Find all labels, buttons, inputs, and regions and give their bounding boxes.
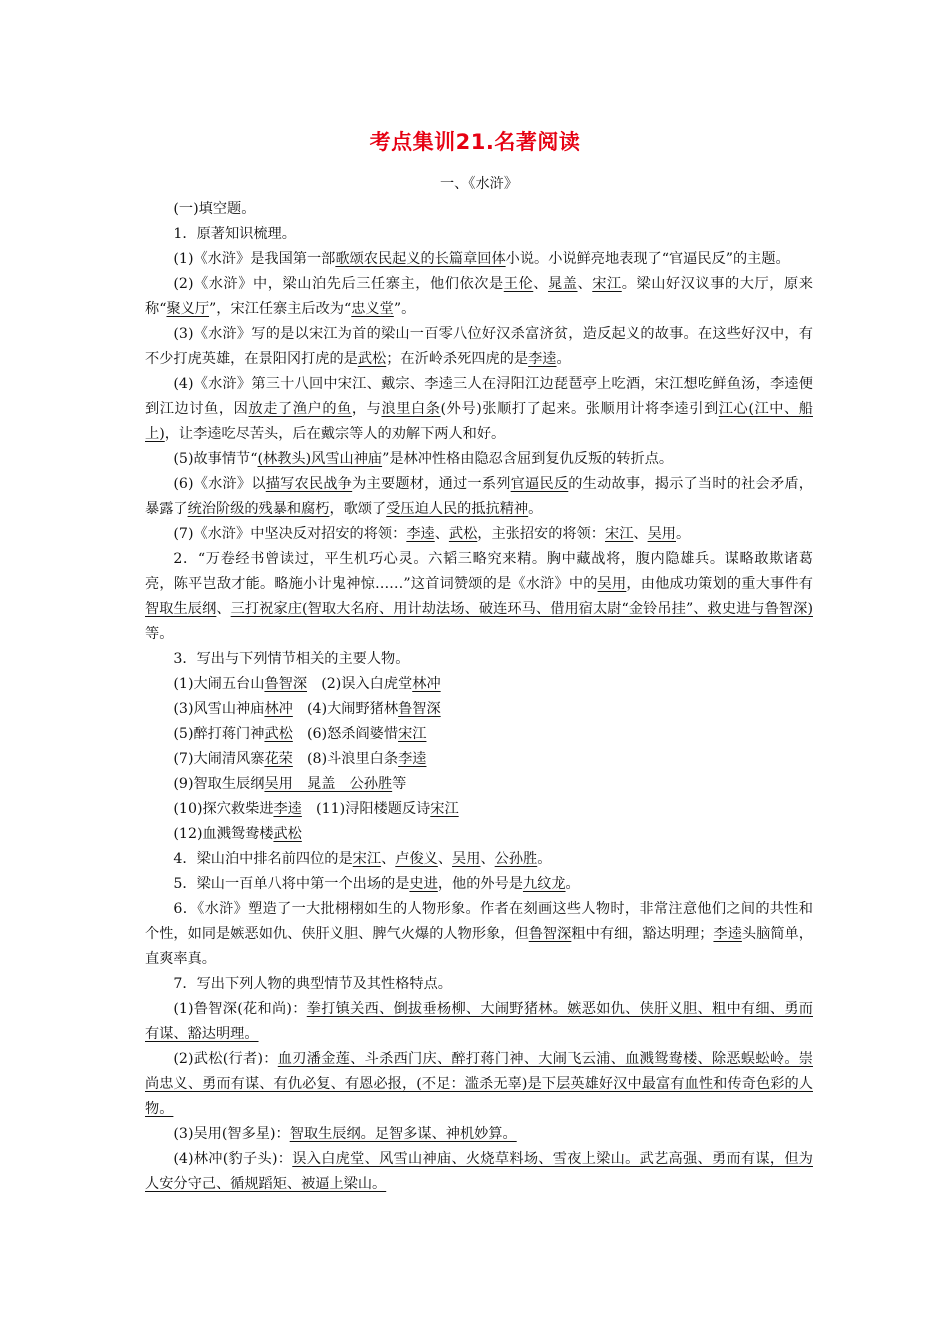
answer-text: 武松: [357, 351, 387, 367]
paragraph: 4．梁山泊中排名前四位的是宋江、卢俊义、吴用、公孙胜。: [173, 851, 552, 867]
paragraph: (3)《水浒》写的是以宋江为首的梁山一百零八位好汉杀富济贫，造反起义的故事。在这些好汉中，有不少打虎英雄，在景阳冈打虎的是武松；在沂岭杀死四虎的是李逵。: [145, 326, 813, 367]
paragraph-list: [145, 197, 813, 1197]
paragraph: 1．原著知识梳理。: [173, 226, 296, 242]
answer-text: 武松: [448, 526, 478, 542]
paragraph: (10)探穴救柴进李逵 (11)浔阳楼题反诗宋江: [173, 801, 459, 817]
answer-text: 李逵: [528, 351, 557, 367]
answer-text: 浪里白条: [381, 401, 441, 417]
answer-text: 描写农民战争: [265, 476, 353, 492]
answer-text: 聚义厅: [166, 301, 210, 317]
answer-text: 忠义堂: [351, 301, 394, 317]
paragraph: 3．写出与下列情节相关的主要人物。: [173, 651, 410, 667]
paragraph: (3)吴用(智多星)：智取生辰纲。足智多谋、神机妙算。: [173, 1126, 517, 1142]
answer-text: 官逼民反: [510, 476, 569, 492]
answer-text: 李逵: [713, 926, 742, 942]
answer-text: 血刃潘金莲、斗杀西门庆、醉打蒋门神、大闹飞云浦、血溅鸳鸯楼、除恶蜈蚣岭。崇尚忠义、勇而有谋、有仇必复、有恩必报，(不足：滥杀无辜)是下层英雄好汉中最富有血性和传奇色彩的人物。: [145, 1051, 813, 1117]
answer-text: 花荣: [264, 751, 293, 767]
paragraph: (7)《水浒》中坚决反对招安的将领：李逵、武松，主张招安的将领：宋江、吴用。: [173, 526, 691, 542]
answer-text: 吴用: [452, 851, 481, 867]
answer-text: 受压迫人民的抵抗精神: [386, 501, 529, 517]
answer-text: 智取生辰纲: [145, 601, 217, 617]
answer-text: 林冲: [264, 701, 293, 717]
paragraph: (1)大闹五台山鲁智深 (2)误入白虎堂林冲: [173, 676, 441, 692]
answer-text: 宋江: [592, 276, 622, 292]
answer-text: 公孙胜: [494, 851, 538, 867]
answer-text: 史进: [409, 876, 438, 892]
answer-text: 误入白虎堂、风雪山神庙、火烧草料场、雪夜上梁山。武艺高强、勇而有谋，但为人安分守己、循规蹈矩、被逼上梁山。: [145, 1151, 813, 1192]
paragraph: (5)醉打蒋门神武松 (6)怒杀阎婆惜宋江: [173, 726, 427, 742]
paragraph: (1)《水浒》是我国第一部歌颂农民起义的长篇章回体小说。小说鲜亮地表现了“官逼民反”的主题。: [173, 251, 790, 267]
answer-text: 九纹龙: [522, 876, 566, 892]
answer-text: 武松: [273, 826, 302, 842]
answer-text: 宋江: [398, 726, 427, 742]
answer-text: 宋江: [605, 526, 634, 542]
paragraph: (5)故事情节“(林教头)风雪山神庙”是林冲性格由隐忍含屈到复仇反叛的转折点。: [173, 451, 674, 467]
answer-text: 王伦: [503, 276, 534, 292]
answer-text: 吴用: [647, 526, 676, 542]
answer-text: 宋江: [430, 801, 459, 817]
answer-text: 李逵: [398, 751, 427, 767]
paragraph: (9)智取生辰纲吴用 晁盖 公孙胜等: [173, 776, 407, 792]
answer-text: 宋江: [352, 851, 382, 867]
answer-text: (林教头)风雪山神庙: [257, 451, 383, 467]
answer-text: 放走了渔户的鱼: [248, 401, 352, 417]
document-body: [145, 172, 813, 1197]
paragraph: (3)风雪山神庙林冲 (4)大闹野猪林鲁智深: [173, 701, 441, 717]
paragraph: 5．梁山一百单八将中第一个出场的是史进，他的外号是九纹龙。: [173, 876, 580, 892]
answer-text: 吴用 晁盖 公孙胜: [264, 776, 393, 792]
page-title: 考点集训21.名著阅读: [369, 130, 581, 154]
answer-text: 李逵: [273, 801, 302, 817]
answer-text: 拳打镇关西、倒拔垂杨柳、大闹野猪林。嫉恶如仇、侠肝义胆、粗中有细、勇而有谋、豁达明理。: [145, 1001, 813, 1042]
paragraph: (2)《水浒》中，梁山泊先后三任寨主，他们依次是王伦、晁盖、宋江。梁山好汉议事的大厅，原来称“聚义厅”，宋江任寨主后改为“忠义堂”。: [145, 276, 813, 317]
paragraph: (一)填空题。: [173, 201, 256, 217]
answer-text: 江心(江中、船上): [145, 401, 813, 442]
paragraph: (12)血溅鸳鸯楼武松: [173, 826, 302, 842]
answer-text: 吴用: [597, 576, 627, 592]
section-heading: 一、《水浒》: [439, 176, 519, 192]
paragraph: (4)林冲(豹子头)：误入白虎堂、风雪山神庙、火烧草料场、雪夜上梁山。武艺高强、勇而有谋，但为人安分守己、循规蹈矩、被逼上梁山。: [145, 1151, 813, 1192]
answer-text: 鲁智深: [264, 676, 308, 692]
answer-text: 晁盖: [548, 276, 578, 292]
paragraph: 6．《水浒》塑造了一大批栩栩如生的人物形象。作者在刻画这些人物时，非常注意他们之间的共性和个性，如同是嫉恶如仇、侠肝义胆、脾气火爆的人物形象，但鲁智深粗中有细，豁达明理；李逵头脑简单，直爽率真。: [145, 901, 813, 967]
answer-text: 三打祝家庄(智取大名府、用计劫法场、破连环马、借用宿太尉“金铃吊挂”、救史进与鲁智深): [230, 601, 813, 617]
paragraph: (6)《水浒》以描写农民战争为主要题材，通过一系列官逼民反的生动故事，揭示了当时的社会矛盾，暴露了统治阶级的残暴和腐朽，歌颂了受压迫人民的抵抗精神。: [145, 476, 813, 517]
paragraph: (2)武松(行者)：血刃潘金莲、斗杀西门庆、醉打蒋门神、大闹飞云浦、血溅鸳鸯楼、除恶蜈蚣岭。崇尚忠义、勇而有谋、有仇必复、有恩必报，(不足：滥杀无辜)是下层英雄好汉中最富有血性和传奇色彩的人物。: [145, 1051, 813, 1117]
paragraph: 7．写出下列人物的典型情节及其性格特点。: [173, 976, 452, 992]
paragraph: (1)鲁智深(花和尚)：拳打镇关西、倒拔垂杨柳、大闹野猪林。嫉恶如仇、侠肝义胆、粗中有细、勇而有谋、豁达明理。: [145, 1001, 813, 1042]
paragraph: (4)《水浒》第三十八回中宋江、戴宗、李逵三人在浔阳江边琵琶亭上吃酒，宋江想吃鲜鱼汤，李逵便到江边讨鱼，因放走了渔户的鱼，与浪里白条(外号)张顺打了起来。张顺用计将李逵引到江心(江中、船上)，让李逵吃尽苦头，后在戴宗等人的劝解下两人和好。: [145, 376, 813, 442]
answer-text: 统治阶级的残暴和腐朽: [187, 501, 330, 517]
answer-text: 鲁智深: [398, 701, 441, 717]
answer-text: 歌颂农民起义的长篇章回体: [335, 251, 506, 267]
answer-text: 卢俊义: [395, 851, 438, 867]
answer-text: 武松: [264, 726, 293, 742]
answer-text: 鲁智深: [528, 926, 572, 942]
answer-text: 智取生辰纲。足智多谋、神机妙算。: [289, 1126, 517, 1142]
answer-text: 李逵: [406, 526, 435, 542]
answer-text: 林冲: [412, 676, 441, 692]
paragraph: 2．“万卷经书曾读过，平生机巧心灵。六韬三略究来精。胸中藏战将，腹内隐雄兵。谋略敢欺诸葛亮，陈平岂敌才能。略施小计鬼神惊……”这首词赞颂的是《水浒》中的吴用，由他成功策划的重大事件有智取生辰纲、三打祝家庄(智取大名府、用计劫法场、破连环马、借用宿太尉“金铃吊挂”、救史进与鲁智深)等。: [145, 551, 813, 642]
paragraph: (7)大闹清风寨花荣 (8)斗浪里白条李逵: [173, 751, 427, 767]
